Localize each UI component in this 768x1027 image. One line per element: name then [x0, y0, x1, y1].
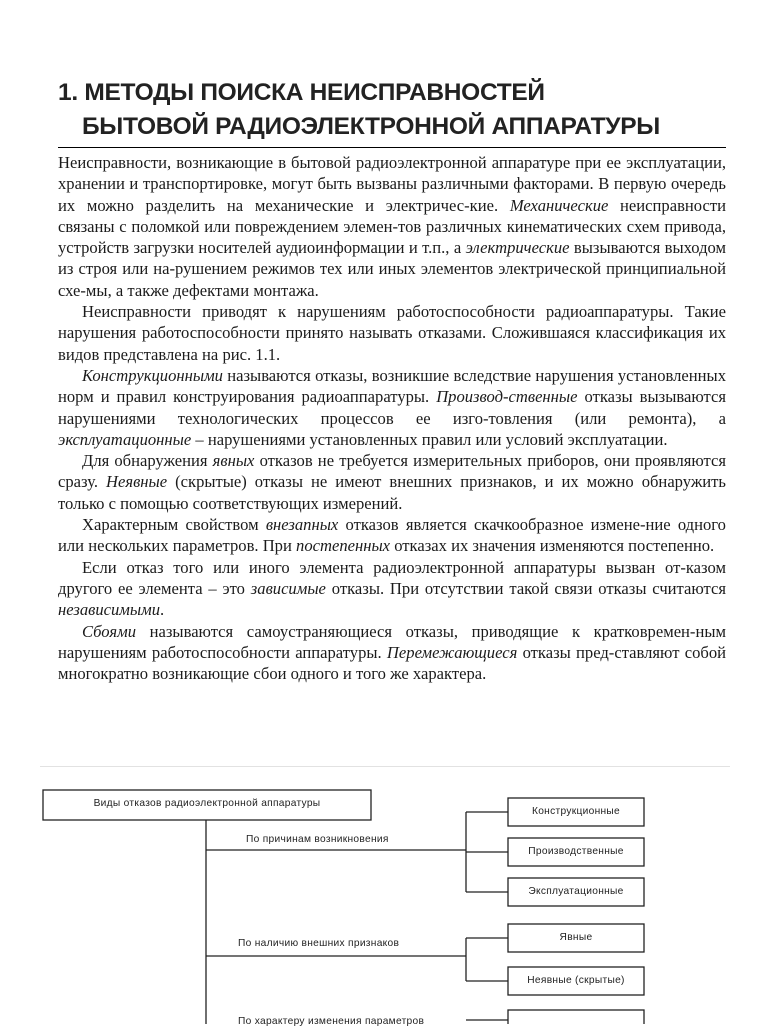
leaf-label: Эксплуатационные: [528, 886, 624, 897]
branch-label: По наличию внешних признаков: [238, 938, 400, 949]
paragraph: Неисправности, возникающие в бытовой радиоэлектронной аппаратуре при ее эксплуатации, хранении и транспортировке, могут быть вызваны различными факторами. В первую очередь их можно разделить на механические и электричес-кие. Механические неисправности связаны с поломкой или повреждением элемен-тов различных кинематических схем привода, устройств загрузки носителей аудиоинформации и т.п., а электрические вызываются выходом из строя или на-рушением режимов тех или иных элементов электрической принципиальной схе-мы, а также дефектами монтажа.: [58, 153, 727, 300]
body-text: [58, 152, 726, 684]
branch-label: По причинам возникновения: [246, 834, 389, 845]
heading-rule: [58, 147, 726, 148]
section-heading: [58, 76, 738, 144]
leaf-label: Явные: [559, 932, 593, 943]
paragraph: Если отказ того или иного элемента радиоэлектронной аппаратуры вызван от-казом другого ее элемента – это зависимые отказы. При отсутствии такой связи отказы считаются независимыми.: [58, 557, 726, 620]
section-title-line1: МЕТОДЫ ПОИСКА НЕИСПРАВНОСТЕЙ: [84, 79, 545, 106]
section-title-line2: БЫТОВОЙ РАДИОЭЛЕКТРОННОЙ АППАРАТУРЫ: [82, 113, 660, 140]
paragraph: Конструкционными называются отказы, возникшие вследствие нарушения установленных норм и правил конструирования радиоаппаратуры. Производ-ственные отказы вызываются нарушениями технологических процессов ее изго-товления (или ремонта), а эксплуатационные – нарушениями установленных правил или условий эксплуатации.: [58, 365, 726, 449]
leaf-label: Неявные (скрытые): [527, 975, 625, 986]
leaf-box-partial: [508, 1010, 644, 1024]
root-label: Виды отказов радиоэлектронной аппаратуры: [93, 798, 321, 809]
leaf-label: Производственные: [528, 846, 624, 857]
branch-label: По характеру изменения параметров: [238, 1016, 425, 1027]
leaf-label: Конструкционные: [531, 806, 621, 817]
section-number: 1.: [58, 79, 78, 106]
paragraph: Сбоями называются самоустраняющиеся отказы, приводящие к кратковремен-ным нарушениям работоспособности аппаратуры. Перемежающиеся отказы пред-ставляют собой многократно возникающие сбои одного и того же характера.: [58, 621, 727, 684]
scan-artifact-line: [40, 766, 730, 767]
paragraph: Характерным свойством внезапных отказов является скачкообразное измене-ние одного или нескольких параметров. При постепенных отказах их значения изменяются постепенно.: [58, 515, 726, 556]
paragraph: Неисправности приводят к нарушениям работоспособности радиоаппаратуры. Такие нарушения работоспособности принято называть отказами. Сложившаяся классификация их видов представлена на рис. 1.1.: [58, 302, 726, 364]
paragraph: Для обнаружения явных отказов не требуется измерительных приборов, они проявляются сразу. Неявные (скрытые) отказы не имеют внешних признаков, и их можно обнаружить только с помощью соответствующих измерений.: [58, 451, 727, 513]
classification-diagram: [0, 770, 768, 1027]
